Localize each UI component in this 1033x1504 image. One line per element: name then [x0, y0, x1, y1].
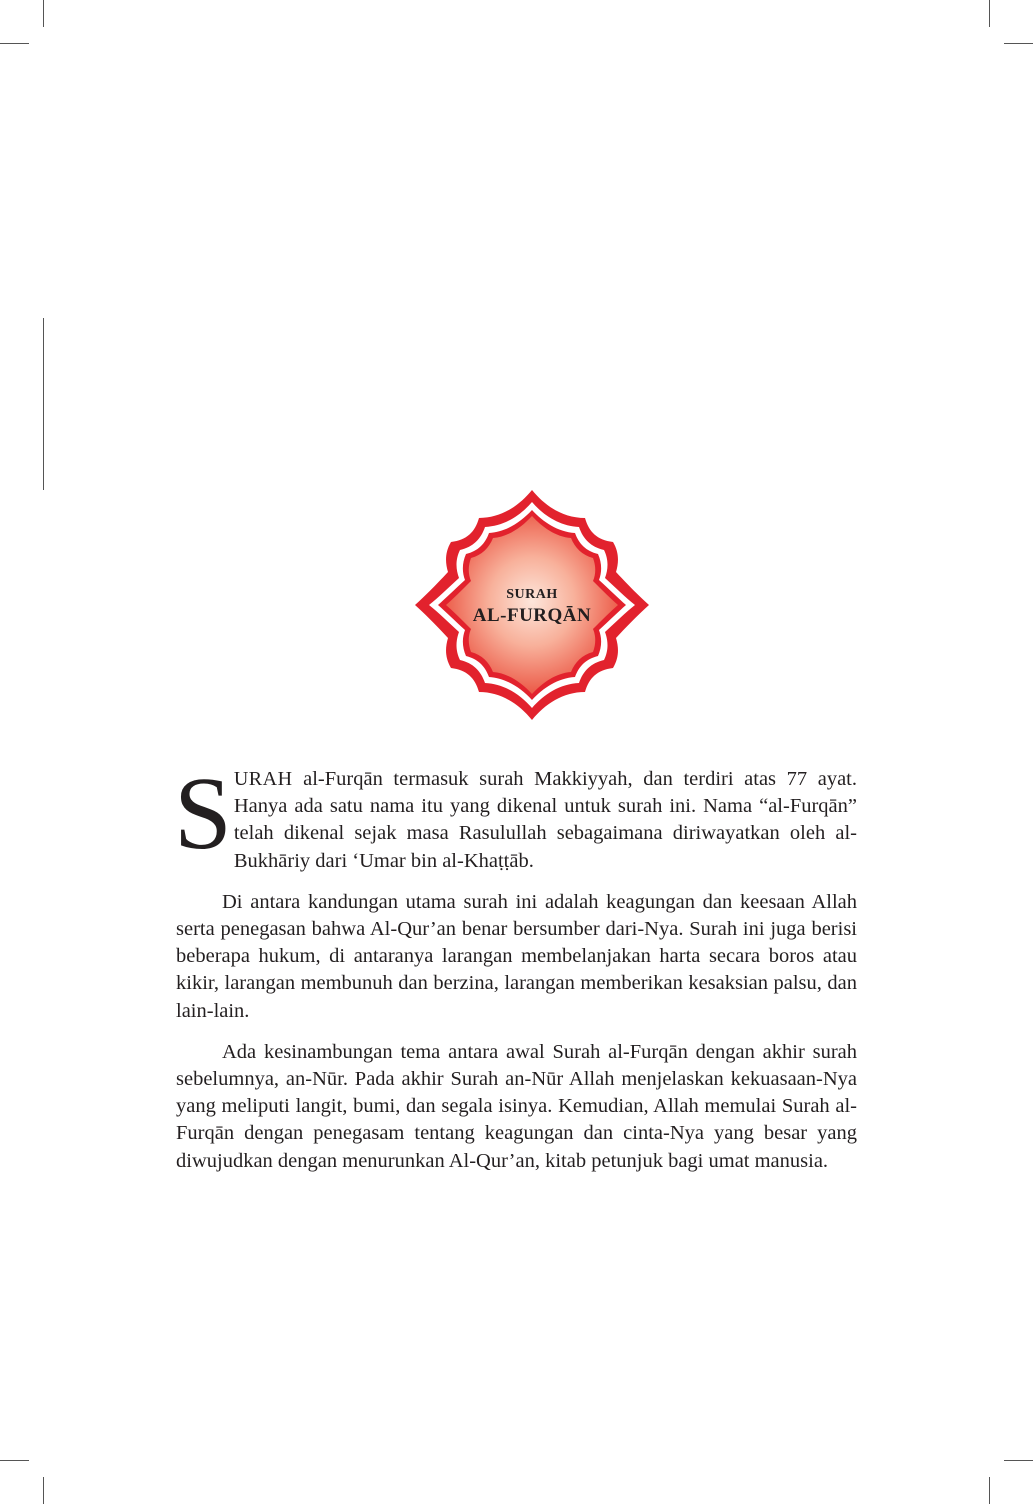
surah-title: AL-FURQĀN	[472, 605, 592, 626]
crop-mark	[0, 1460, 29, 1461]
crop-mark	[989, 0, 990, 27]
intro-paragraph	[174, 756, 857, 875]
paragraph: Ada kesinambungan tema antara awal Surah al-Furqān dengan akhir surah sebelumnya, an-Nūr. Pada akhir Surah an-Nūr Allah menjelaskan kekuasaan-Nya yang meliputi langit, bumi, dan segala isinya. Kemudian, Allah memulai Surah al-Furqān dengan penegasam tentang keagungan dan cinta-Nya yang besar yang diwujudkan dengan menurunkan Al-Qur’an, kitab petunjuk bagi umat manusia.	[176, 1040, 857, 1172]
paragraph: Di antara kandungan utama surah ini adalah keagungan dan keesaan Allah serta penegasan bahwa Al-Qur’an benar bersumber dari-Nya. Surah ini juga berisi beberapa hukum, di antaranya larangan membelanjakan harta secara boros atau kikir, larangan membunuh dan berzina, larangan memberikan kesaksian palsu, dan lain-lain.	[176, 890, 857, 1022]
crop-mark	[43, 0, 44, 27]
surah-emblem	[413, 488, 651, 722]
drop-cap: S	[174, 756, 232, 871]
registration-line	[43, 318, 44, 490]
intro-text: al-Furqān termasuk surah Makkiyyah, dan terdiri atas 77 ayat. Hanya ada satu nama itu yang dikenal untuk surah ini. Nama “al-Furqān” telah dikenal sejak masa Rasulullah sebagaimana diriwayatkan oleh al-Bukhāriy dari ‘Umar bin al-Khaṭṭāb.	[233, 768, 857, 872]
crop-mark	[1004, 1460, 1033, 1461]
emblem-label: SURAH	[506, 587, 558, 602]
crop-mark	[0, 43, 29, 44]
crop-mark	[1004, 43, 1033, 44]
crop-mark	[43, 1477, 44, 1504]
body-text	[174, 756, 857, 1189]
crop-mark	[989, 1477, 990, 1504]
lead-word: URAH	[233, 768, 293, 790]
